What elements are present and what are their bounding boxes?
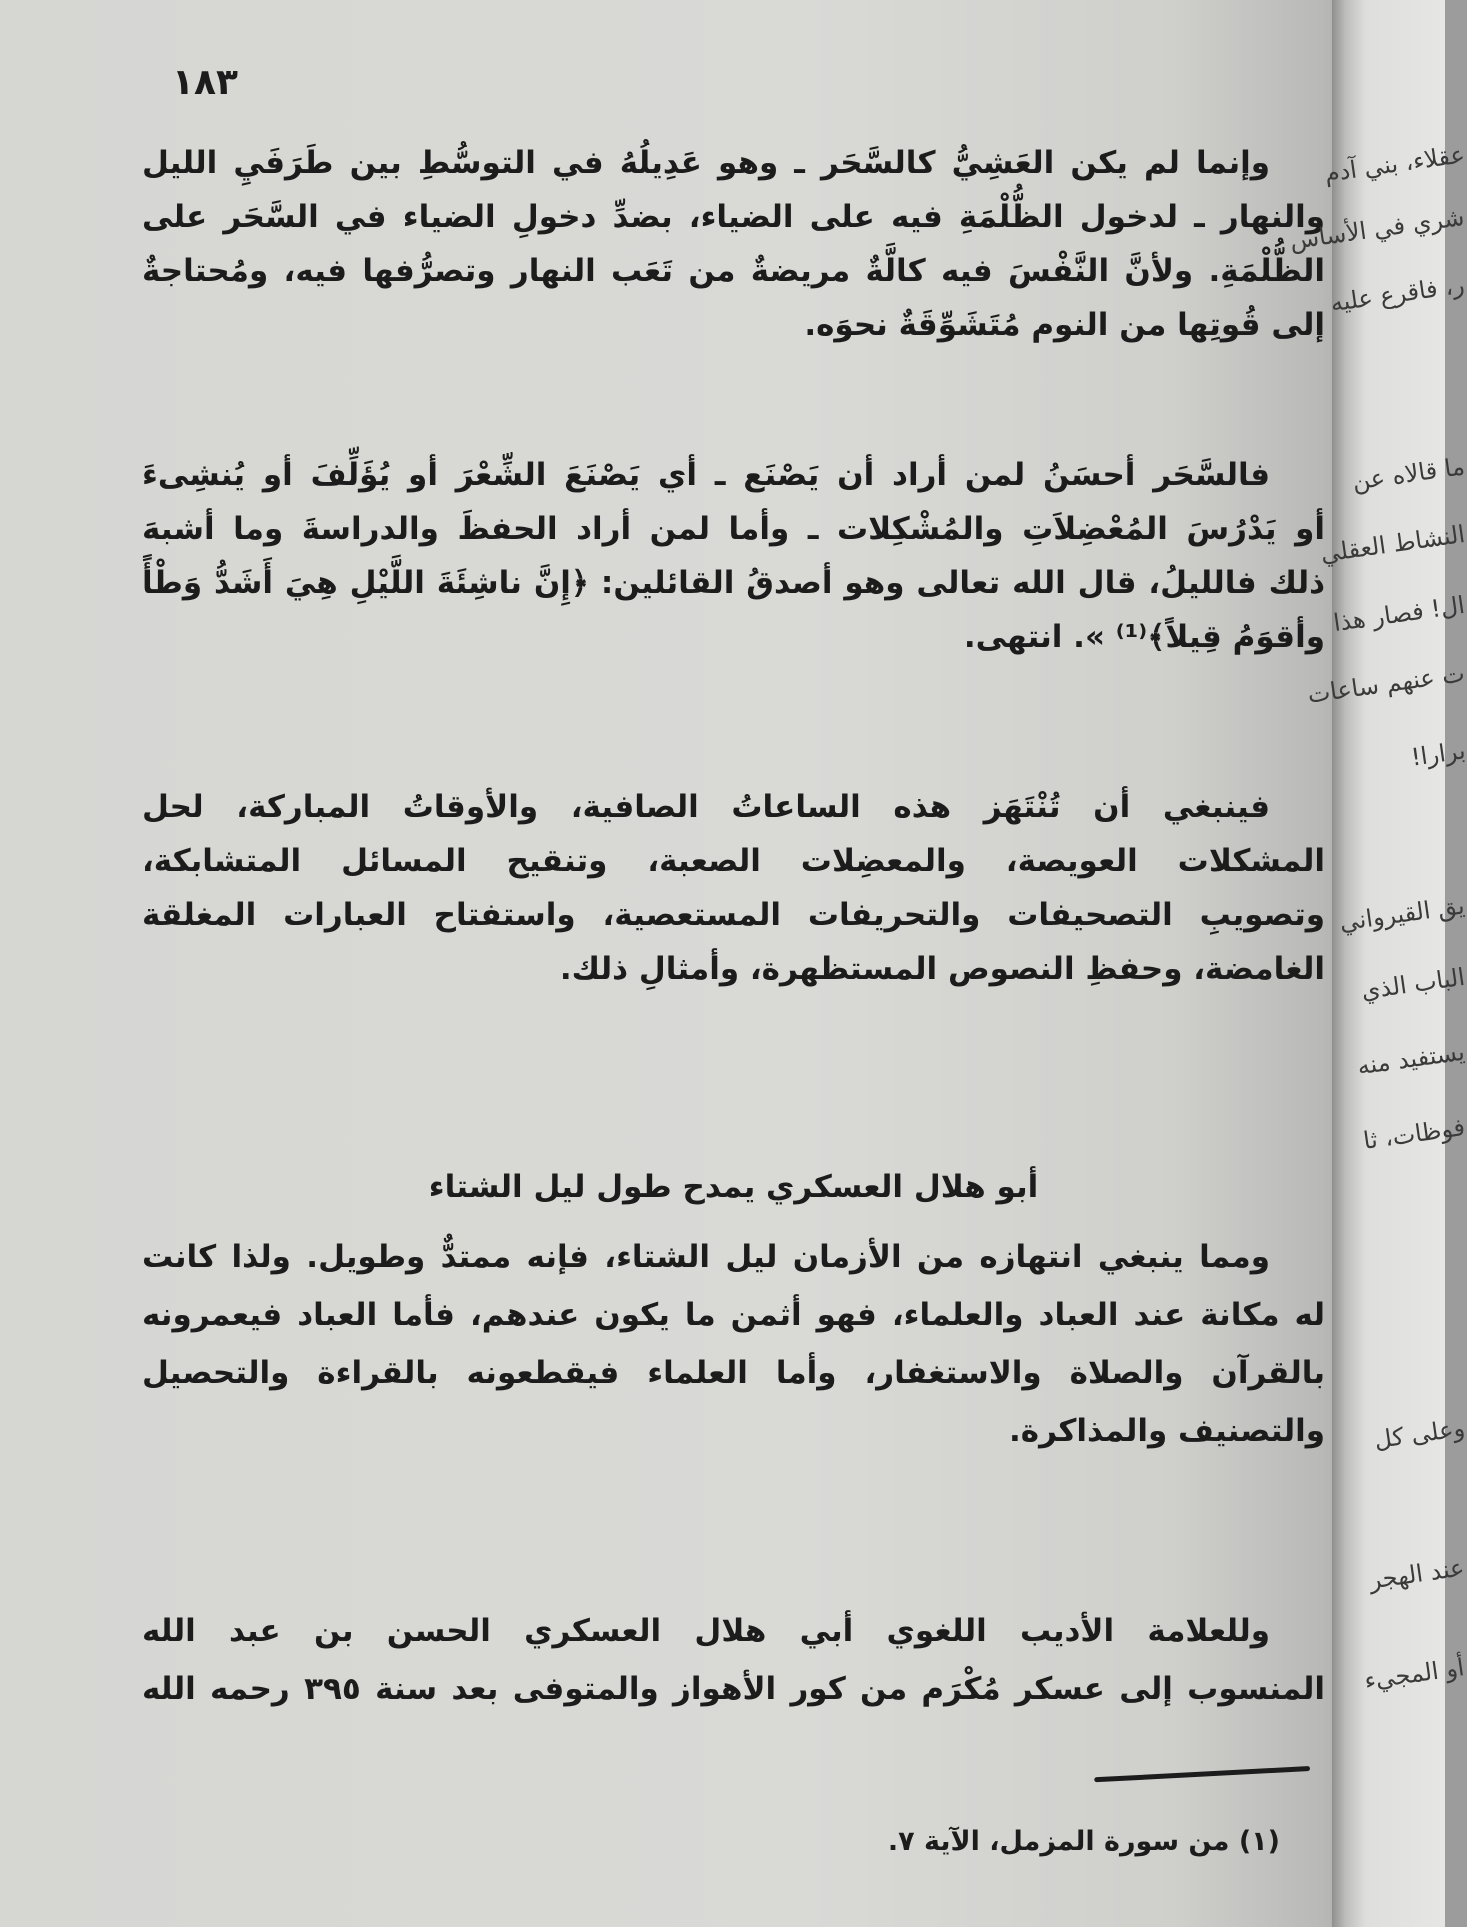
text-line: الغامضة، وحفظِ النصوص المستظهرة، وأمثالِ ذلك. bbox=[559, 951, 1325, 987]
text-line: فالسَّحَر أحسَنُ لمن أراد أن يَصْنَع ـ أي يَصْنَعَ الشِّعْرَ أو يُؤَلِّفَ أو يُنشِىءَ bbox=[142, 457, 1270, 493]
facing-page-fragment: يستفيد منه bbox=[1355, 1037, 1467, 1081]
text-line: وتصويبِ التصحيفات والتحريفات المستعصية، واستفتاح العبارات المغلقة bbox=[142, 897, 1325, 933]
facing-page-fragment: شري في الأساس bbox=[1287, 202, 1467, 256]
text-line: أو يَدْرُسَ المُعْضِلاَتِ والمُشْكِلات ـ وأما لمن أراد الحفظَ والدراسةَ وما أشبهَ bbox=[142, 511, 1325, 547]
facing-page-fragment: أو المجيء bbox=[1363, 1653, 1467, 1695]
text-line: ذلك فالليلُ، قال الله تعالى وهو أصدقُ القائلين: ﴿إِنَّ ناشِئَةَ اللَّيْلِ هِيَ أَشَدُّ وَطْأً bbox=[142, 565, 1325, 601]
text-line: المشكلات العويصة، والمعضِلات الصعبة، وتنقيح المسائل المتشابكة، bbox=[142, 843, 1325, 879]
footnote: (١) من سورة المزمل، الآية ٧. bbox=[887, 1826, 1280, 1857]
text-line: إلى قُوتِها من النوم مُتَشَوِّقَةٌ نحوَه. bbox=[804, 307, 1325, 343]
text-line: وإنما لم يكن العَشِيُّ كالسَّحَر ـ وهو عَدِيلُهُ في التوسُّطِ بين طَرَفَيِ الليل bbox=[142, 145, 1270, 181]
section-heading: أبو هلال العسكري يمدح طول ليل الشتاء bbox=[428, 1169, 1039, 1205]
text-line: وللعلامة الأديب اللغوي أبي هلال العسكري الحسن بن عبد الله bbox=[142, 1613, 1270, 1649]
facing-page-fragment: عقلاء، بني آدم bbox=[1322, 140, 1467, 188]
facing-page-fragment: برارا! bbox=[1408, 736, 1467, 772]
facing-page-fragment: ما قالاه عن bbox=[1350, 452, 1467, 496]
text-line: ومما ينبغي انتهازه من الأزمان ليل الشتاء، فإنه ممتدٌّ وطويل. ولذا كانت bbox=[142, 1239, 1270, 1275]
facing-page-fragment: ال! فصار هذا bbox=[1331, 590, 1467, 638]
text-line: بالقرآن والصلاة والاستغفار، وأما العلماء فيقطعونه بالقراءة والتحصيل bbox=[142, 1355, 1325, 1391]
facing-page-fragment: فوظات، ثا bbox=[1361, 1113, 1467, 1155]
text-line: له مكانة عند العباد والعلماء، فهو أثمن ما يكون عندهم، فأما العباد فيعمرونه bbox=[142, 1297, 1325, 1333]
text-line: فينبغي أن تُنْتَهَز هذه الساعاتُ الصافية، والأوقاتُ المباركة، لحل bbox=[142, 789, 1270, 825]
footnote-separator bbox=[1094, 1766, 1310, 1782]
facing-page-fragment: ر، فاقرع عليه bbox=[1328, 270, 1467, 318]
facing-page-fragment: ت عنهم ساعات bbox=[1305, 659, 1467, 709]
text-line: المنسوب إلى عسكر مُكْرَم من كور الأهواز والمتوفى بعد سنة ٣٩٥ رحمه الله bbox=[142, 1671, 1326, 1707]
facing-page-fragment: النشاط العقلي bbox=[1318, 520, 1467, 568]
page-number: ١٨٣ bbox=[172, 62, 238, 103]
text-line: وأقوَمُ قِيلاً﴾⁽¹⁾ ». انتهى. bbox=[963, 619, 1325, 655]
facing-page-edge bbox=[1287, 0, 1467, 1927]
facing-page-fragment: يق القيرواني bbox=[1337, 891, 1467, 937]
text-line: الظُّلْمَةِ. ولأنَّ النَّفْسَ فيه كالَّةٌ مريضةٌ من تَعَب النهار وتصرُّفها فيه، ومُحتاجةٌ bbox=[142, 253, 1325, 289]
facing-page-fragment: وعلى كل bbox=[1372, 1413, 1467, 1455]
facing-page-fragment: الباب الذي bbox=[1359, 962, 1467, 1006]
facing-page-fragment: عند الهجر bbox=[1367, 1553, 1467, 1595]
text-line: والتصنيف والمذاكرة. bbox=[1009, 1413, 1325, 1449]
text-line: والنهار ـ لدخول الظُّلْمَةِ فيه على الضياء، بضدِّ دخولِ الضياء في السَّحَر على bbox=[142, 199, 1325, 235]
